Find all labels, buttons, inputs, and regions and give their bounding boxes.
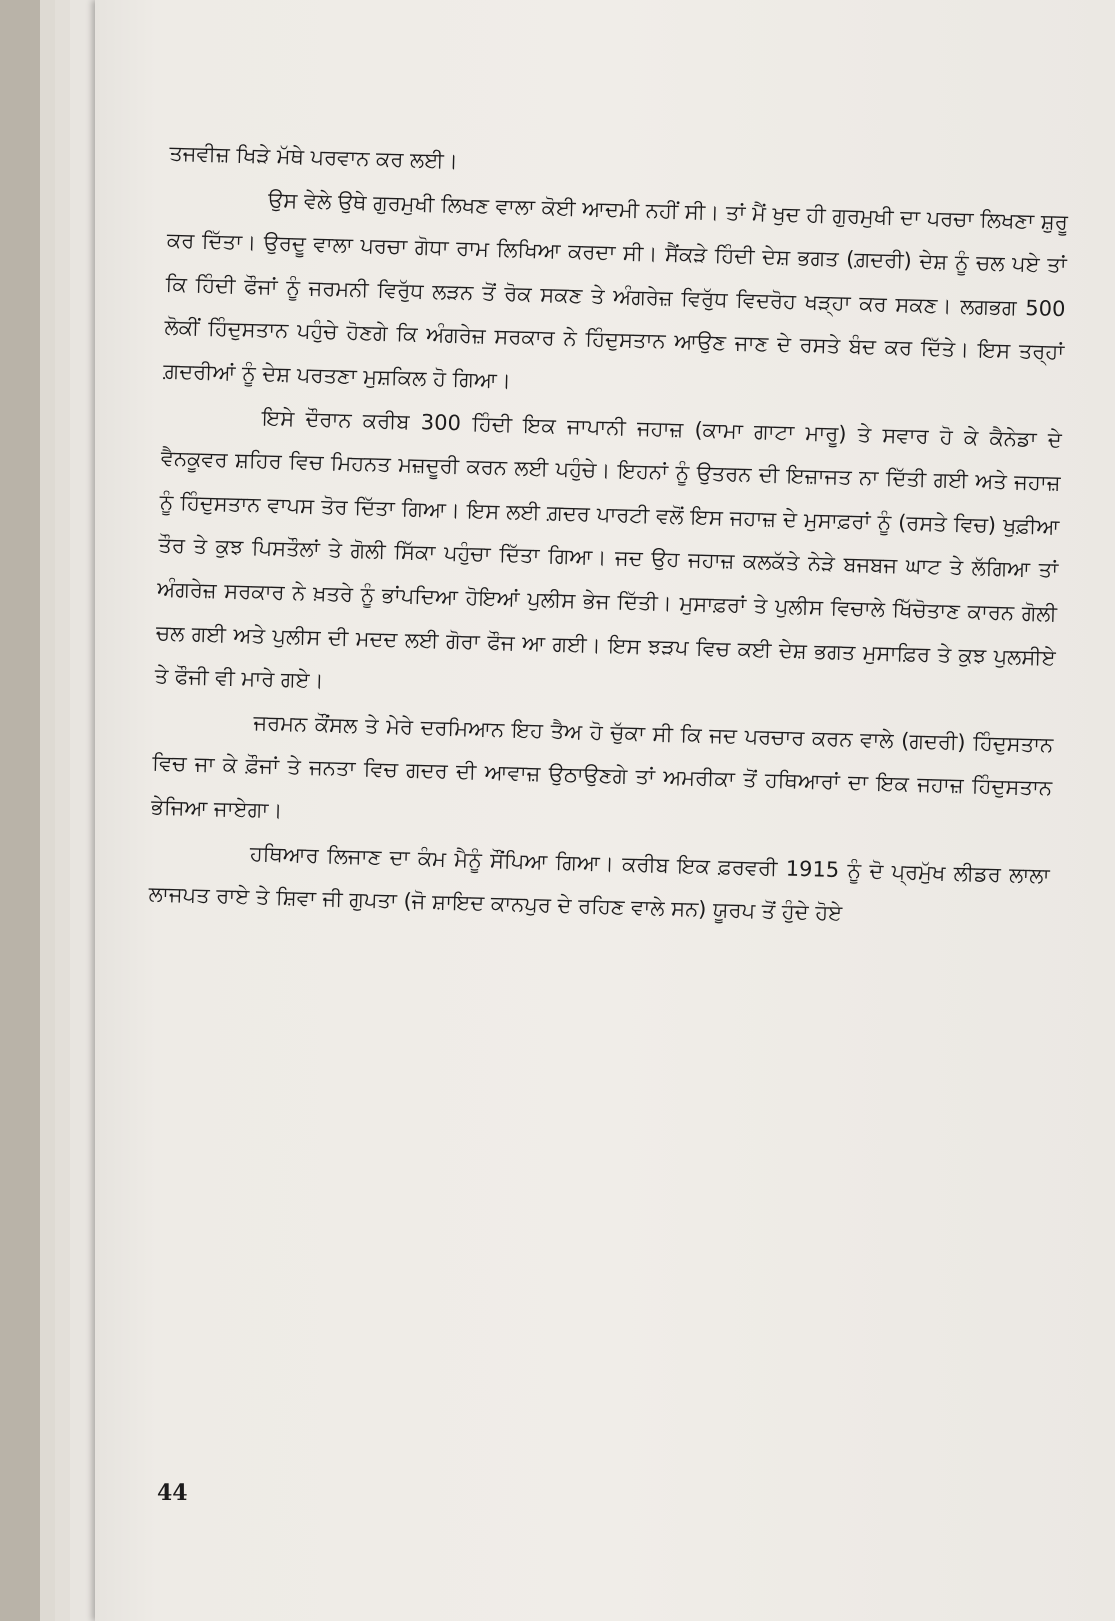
paragraph: ਜਰਮਨ ਕੌਂਸਲ ਤੇ ਮੇਰੇ ਦਰਮਿਆਨ ਇਹ ਤੈਅ ਹੋ ਚੁੱਕਾ ਸੀ ਕਿ ਜਦ ਪਰਚਾਰ ਕਰਨ ਵਾਲੇ (ਗਦਰੀ) ਹਿੰਦੁਸਤਾਨ ਵਿਚ ਜਾ ਕੇ ਫ਼ੌਜਾਂ ਤੇ ਜਨਤਾ ਵਿਚ ਗਦਰ ਦੀ ਆਵਾਜ਼ ਉਠਾਉਣਗੇ ਤਾਂ ਅਮਰੀਕਾ ਤੋਂ ਹਥਿਆਰਾਂ ਦਾ ਇਕ ਜਹਾਜ਼ ਹਿੰਦੁਸਤਾਨ ਭੇਜਿਆ ਜਾਏਗਾ। bbox=[150, 710, 1054, 823]
page-number: 44 bbox=[157, 1480, 188, 1506]
paragraph: ਤਜਵੀਜ਼ ਖਿੜੇ ਮੱਥੇ ਪਰਵਾਨ ਕਰ ਲਈ। bbox=[169, 140, 459, 174]
book-page bbox=[95, 0, 1115, 1621]
paragraph: ਉਸ ਵੇਲੇ ਉਥੇ ਗੁਰਮੁਖੀ ਲਿਖਣ ਵਾਲਾ ਕੋਈ ਆਦਮੀ ਨਹੀਂ ਸੀ। ਤਾਂ ਮੈਂ ਖੁਦ ਹੀ ਗੁਰਮੁਖੀ ਦਾ ਪਰਚਾ ਲਿਖਣਾ ਸ਼ੁਰੂ ਕਰ ਦਿੱਤਾ। ਉਰਦੂ ਵਾਲਾ ਪਰਚਾ ਗੋਧਾ ਰਾਮ ਲਿਖਿਆ ਕਰਦਾ ਸੀ। ਸੈਂਕੜੇ ਹਿੰਦੀ ਦੇਸ਼ ਭਗਤ (ਗ਼ਦਰੀ) ਦੇਸ਼ ਨੂੰ ਚਲ ਪਏ ਤਾਂ ਕਿ ਹਿੰਦੀ ਫੌਜਾਂ ਨੂੰ ਜਰਮਨੀ ਵਿਰੁੱਧ ਲੜਨ ਤੋਂ ਰੋਕ ਸਕਣ ਤੇ ਅੰਗਰੇਜ਼ ਵਿਰੁੱਧ ਵਿਦਰੋਹ ਖੜ੍ਹਾ ਕਰ ਸਕਣ। ਲਗਭਗ 500 ਲੋਕੀਂ ਹਿੰਦੁਸਤਾਨ ਪਹੁੰਚੇ ਹੋਣਗੇ ਕਿ ਅੰਗਰੇਜ਼ ਸਰਕਾਰ ਨੇ ਹਿੰਦੁਸਤਾਨ ਆਉਣ ਜਾਣ ਦੇ ਰਸਤੇ ਬੰਦ ਕਰ ਦਿੱਤੇ। ਇਸ ਤਰ੍ਹਾਂ ਗ਼ਦਰੀਆਂ ਨੂੰ ਦੇਸ਼ ਪਰਤਣਾ ਮੁਸ਼ਕਿਲ ਹੋ ਗਿਆ। bbox=[162, 187, 1069, 393]
body-text bbox=[148, 132, 1070, 942]
paragraph: ਹਥਿਆਰ ਲਿਜਾਣ ਦਾ ਕੰਮ ਮੈਨੂੰ ਸੌਂਪਿਆ ਗਿਆ। ਕਰੀਬ ਇਕ ਫ਼ਰਵਰੀ 1915 ਨੂੰ ਦੋ ਪ੍ਰਮੁੱਖ ਲੀਡਰ ਲਾਲਾ ਲਾਜਪਤ ਰਾਏ ਤੇ ਸ਼ਿਵਾ ਜੀ ਗੁਪਤਾ (ਜੋ ਸ਼ਾਇਦ ਕਾਨਪੁਰ ਦੇ ਰਹਿਣ ਵਾਲੇ ਸਨ) ਯੂਰਪ ਤੋਂ ਹੁੰਦੇ ਹੋਏ bbox=[148, 841, 1050, 926]
paragraph: ਇਸੇ ਦੌਰਾਨ ਕਰੀਬ 300 ਹਿੰਦੀ ਇਕ ਜਾਪਾਨੀ ਜਹਾਜ਼ (ਕਾਮਾ ਗਾਟਾ ਮਾਰੂ) ਤੇ ਸਵਾਰ ਹੋ ਕੇ ਕੈਨੇਡਾ ਦੇ ਵੈਨਕੂਵਰ ਸ਼ਹਿਰ ਵਿਚ ਮਿਹਨਤ ਮਜ਼ਦੂਰੀ ਕਰਨ ਲਈ ਪਹੁੰਚੇ। ਇਹਨਾਂ ਨੂੰ ਉਤਰਨ ਦੀ ਇਜ਼ਾਜਤ ਨਾ ਦਿੱਤੀ ਗਈ ਅਤੇ ਜਹਾਜ਼ ਨੂੰ ਹਿੰਦੁਸਤਾਨ ਵਾਪਸ ਤੋਰ ਦਿੱਤਾ ਗਿਆ। ਇਸ ਲਈ ਗ਼ਦਰ ਪਾਰਟੀ ਵਲੋਂ ਇਸ ਜਹਾਜ਼ ਦੇ ਮੁਸਾਫ਼ਰਾਂ ਨੂੰ (ਰਸਤੇ ਵਿਚ) ਖੁਫ਼ੀਆ ਤੌਰ ਤੇ ਕੁਝ ਪਿਸਤੌਲਾਂ ਤੇ ਗੋਲੀ ਸਿੱਕਾ ਪਹੁੰਚਾ ਦਿੱਤਾ ਗਿਆ। ਜਦ ਉਹ ਜਹਾਜ਼ ਕਲਕੱਤੇ ਨੇੜੇ ਬਜਬਜ ਘਾਟ ਤੇ ਲੱਗਿਆ ਤਾਂ ਅੰਗਰੇਜ਼ ਸਰਕਾਰ ਨੇ ਖ਼ਤਰੇ ਨੂੰ ਭਾਂਪਦਿਆ ਹੋਇਆਂ ਪੁਲੀਸ ਭੇਜ ਦਿੱਤੀ। ਮੁਸਾਫ਼ਰਾਂ ਤੇ ਪੁਲੀਸ ਵਿਚਾਲੇ ਖਿੱਚੋਤਾਣ ਕਾਰਨ ਗੋਲੀ ਚਲ ਗਈ ਅਤੇ ਪੁਲੀਸ ਦੀ ਮਦਦ ਲਈ ਗੋਰਾ ਫੌਜ ਆ ਗਈ। ਇਸ ਝੜਪ ਵਿਚ ਕਈ ਦੇਸ਼ ਭਗਤ ਮੁਸਾਫ਼ਿਰ ਤੇ ਕੁਝ ਪੁਲਸੀਏ ਤੇ ਫੌਜੀ ਵੀ ਮਾਰੇ ਗਏ। bbox=[154, 405, 1063, 693]
